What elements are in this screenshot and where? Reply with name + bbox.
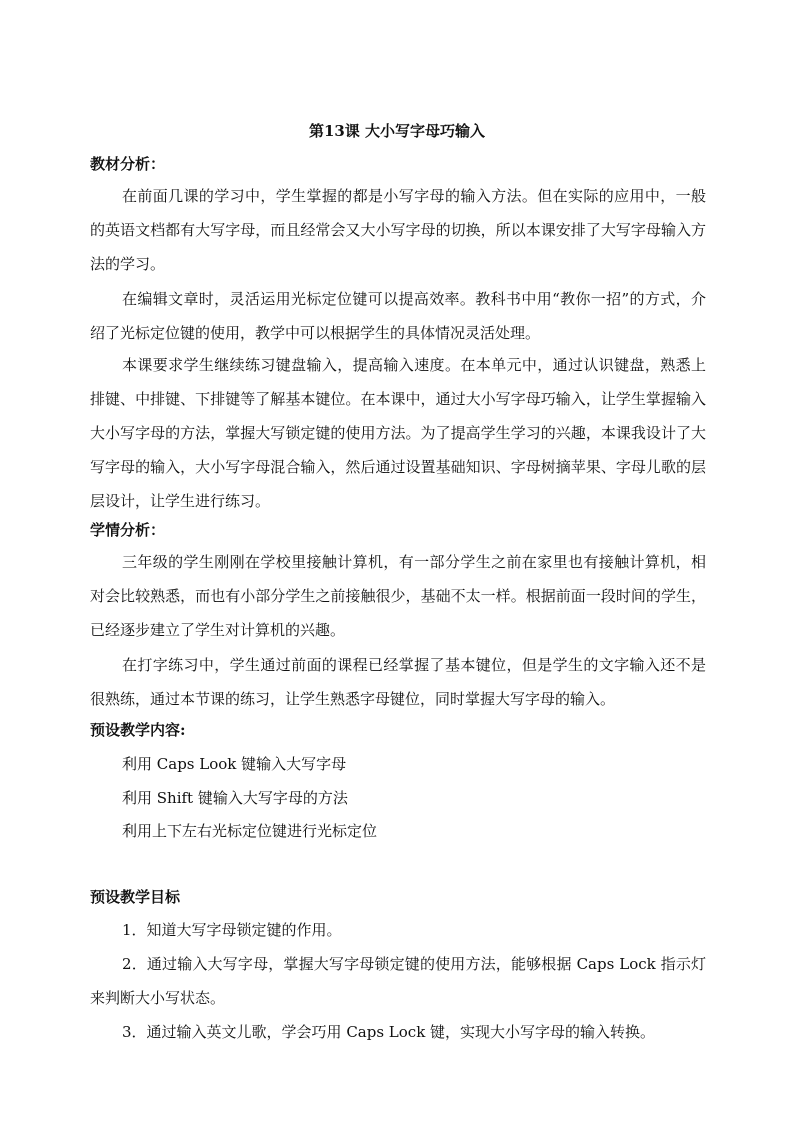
paragraph: 在前面几课的学习中，学生掌握的都是小写字母的输入方法。但在实际的应用中，一般的英语文档都有大写字母，而且经常会又大小写字母的切换，所以本课安排了大写字母输入方法的学习。: [90, 187, 706, 273]
list-item: 利用 Shift 键输入大写字母的方法: [122, 789, 348, 807]
lesson-title: 第13课 大小写字母巧输入: [308, 122, 486, 140]
paragraph: 三年级的学生刚刚在学校里接触计算机，有一部分学生之前在家里也有接触计算机，相对会比较熟悉，而也有小部分学生之前接触很少，基础不太一样。根据前面一段时间的学生，已经逐步建立了学生对计算机的兴趣。: [90, 553, 706, 639]
list-item: 2．通过输入大写字母，掌握大写字母锁定键的使用方法，能够根据 Caps Lock 指示灯来判断大小写状态。: [90, 955, 706, 1007]
section-heading-content: 预设教学内容:: [90, 721, 186, 739]
list-item: 利用上下左右光标定位键进行光标定位: [122, 822, 378, 840]
paragraph: 在编辑文章时，灵活运用光标定位键可以提高效率。教科书中用“教你一招”的方式，介绍了光标定位键的使用，教学中可以根据学生的具体情况灵活处理。: [90, 290, 706, 342]
list-item: 利用 Caps Look 键输入大写字母: [122, 755, 347, 773]
list-item: 3．通过输入英文儿歌，学会巧用 Caps Lock 键，实现大小写字母的输入转换。: [122, 1023, 656, 1041]
paragraph: 在打字练习中，学生通过前面的课程已经掌握了基本键位，但是学生的文字输入还不是很熟练，通过本节课的练习，让学生熟悉字母键位，同时掌握大写字母的输入。: [90, 656, 706, 708]
section-heading-students: 学情分析：: [90, 521, 166, 539]
section-heading-goals: 预设教学目标: [90, 888, 181, 906]
section-heading-material: 教材分析：: [90, 155, 166, 173]
list-item: 1．知道大写字母锁定键的作用。: [122, 921, 342, 939]
paragraph: 本课要求学生继续练习键盘输入，提高输入速度。在本单元中，通过认识键盘，熟悉上排键、中排键、下排键等了解基本键位。在本课中，通过大小写字母巧输入，让学生掌握输入大小写字母的方法，掌握大写锁定键的使用方法。为了提高学生学习的兴趣，本课我设计了大写字母的输入，大小写字母混合输入，然后通过设置基础知识、字母树摘苹果、字母儿歌的层层设计，让学生进行练习。: [90, 356, 706, 510]
